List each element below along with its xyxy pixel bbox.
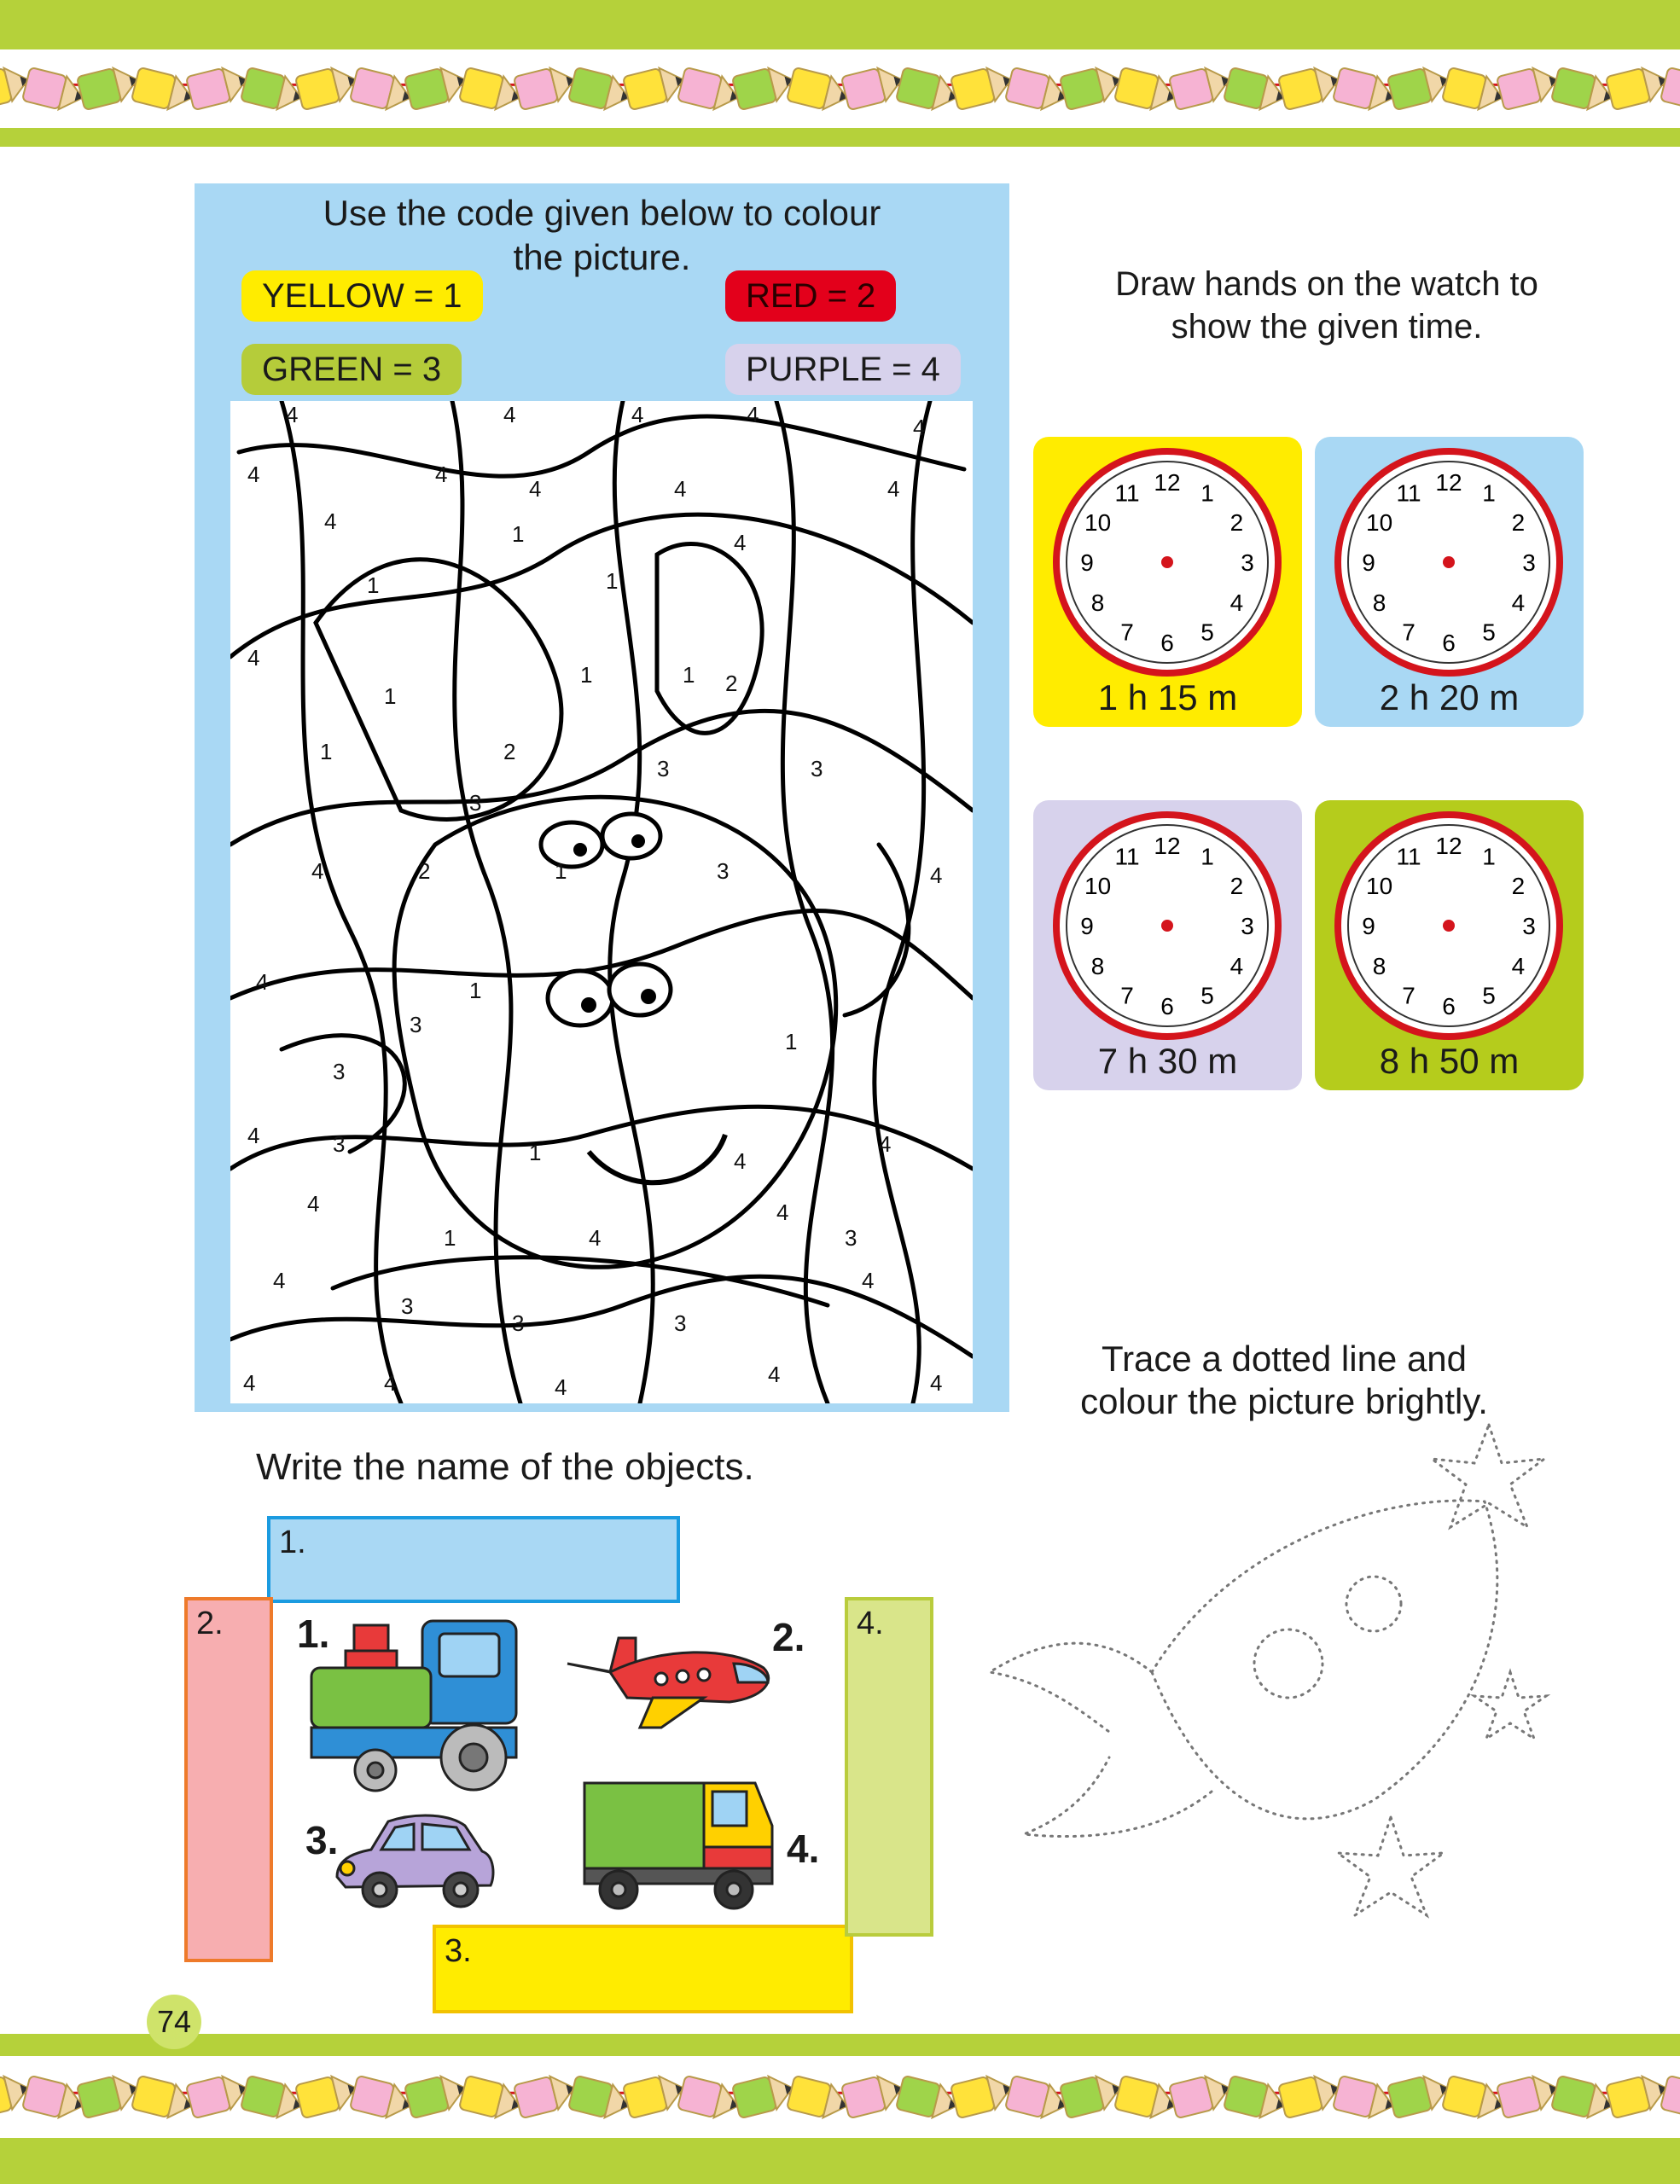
clock-numeral: 5: [1200, 982, 1214, 1009]
picture-code-number: 4: [887, 476, 900, 502]
clock-face[interactable]: [1052, 810, 1282, 1041]
star-medium: [1338, 1817, 1444, 1915]
picture-code-number: 4: [307, 1191, 320, 1217]
pencil-icon: [568, 2076, 633, 2123]
pencil-icon: [1224, 67, 1288, 114]
clock-numeral: 7: [1120, 619, 1134, 646]
picture-code-number: 4: [243, 1370, 256, 1396]
pencil-icon: [459, 67, 524, 114]
pencil-icon: [131, 67, 196, 114]
rocket-window-small: [1346, 1577, 1401, 1631]
answer-box-number: 4.: [857, 1606, 884, 1641]
clock-time-label: 1 h 15 m: [1097, 677, 1238, 717]
picture-code-number: 2: [503, 739, 516, 764]
clock-heading-line-2: show the given time.: [1171, 308, 1483, 346]
pencil-icon: [1387, 63, 1452, 110]
picture-code-number: 2: [418, 858, 431, 884]
clock-numeral: 1: [1200, 843, 1214, 870]
trace-heading-line-2: colour the picture brightly.: [1080, 1381, 1488, 1421]
pencil-icon: [841, 63, 906, 110]
pencil-icon: [1278, 2071, 1343, 2118]
answer-box-3[interactable]: [433, 1925, 853, 2013]
clock-numeral: 10: [1084, 509, 1112, 536]
pencil-icon: [295, 2071, 360, 2118]
pencil-icon: [241, 67, 305, 114]
clock-time-label: 7 h 30 m: [1097, 1041, 1238, 1081]
clock-numeral: 6: [1160, 630, 1174, 656]
picture-code-number: 2: [725, 671, 738, 696]
rocket-fin-top: [990, 1643, 1152, 1732]
clock-numeral: 10: [1366, 873, 1393, 899]
picture-code-number: 3: [657, 756, 670, 781]
picture-code-number: 4: [529, 476, 542, 502]
object-number-3: 3.: [305, 1818, 339, 1862]
pencil-icon: [77, 2071, 142, 2118]
clock-numeral: 3: [1522, 549, 1536, 576]
picture-code-number: 4: [247, 462, 260, 487]
clock-numeral: 5: [1200, 619, 1214, 646]
pencil-icon: [732, 63, 797, 110]
rocket-body-outline: [1152, 1501, 1497, 1819]
clock-face[interactable]: [1334, 447, 1564, 677]
clock-card-4[interactable]: [1315, 800, 1584, 1090]
clock-face[interactable]: [1334, 810, 1564, 1041]
pencil-icon: [677, 2076, 742, 2123]
picture-code-number: 3: [845, 1225, 857, 1251]
clock-numeral: 5: [1482, 982, 1496, 1009]
colour-instruction-line-1: Use the code given below to colour: [323, 193, 881, 233]
clock-numeral: 3: [1241, 549, 1254, 576]
clock-center-dot: [1161, 556, 1173, 568]
pencil-icon: [1278, 63, 1343, 110]
clock-numeral: 3: [1241, 913, 1254, 939]
pencil-icon: [1387, 2071, 1452, 2118]
pencil-icon: [404, 2071, 469, 2118]
rocket-fin-bottom: [1024, 1757, 1212, 1837]
star-large: [1432, 1425, 1544, 1527]
picture-code-number: 3: [469, 790, 482, 816]
picture-code-number: 4: [435, 462, 448, 487]
pencil-icon: [459, 2076, 524, 2123]
objects-heading: Write the name of the objects.: [256, 1446, 754, 1488]
colour-picture-frame: [230, 401, 973, 1403]
bottom-pencil-strip: [0, 2056, 1680, 2138]
clock-numeral: 12: [1435, 833, 1462, 859]
colour-picture-lines: [230, 401, 973, 1403]
picture-code-number: 1: [555, 858, 567, 884]
pencil-icon: [1551, 67, 1616, 114]
clock-numeral: 3: [1522, 913, 1536, 939]
clock-numeral: 6: [1442, 630, 1456, 656]
picture-code-number: 4: [589, 1225, 602, 1251]
pencil-icon: [1114, 2076, 1179, 2123]
pencil-icon: [1224, 2076, 1288, 2123]
clock-numeral: 9: [1080, 549, 1094, 576]
pencil-icon: [1660, 67, 1680, 114]
picture-code-number: 4: [879, 1131, 892, 1157]
pencil-icon: [22, 67, 87, 114]
pencil-icon: [1497, 2071, 1561, 2118]
pencil-icon: [1169, 63, 1234, 110]
pencil-icon: [1442, 67, 1507, 114]
clock-numeral: 8: [1372, 590, 1386, 616]
answer-box-number: 2.: [196, 1606, 224, 1641]
pencil-icon: [350, 67, 415, 114]
picture-code-number: 4: [247, 645, 260, 671]
picture-code-number: 1: [580, 662, 593, 688]
picture-code-number: 3: [674, 1310, 687, 1336]
picture-code-number: 3: [333, 1059, 346, 1084]
page-number: 74: [147, 1995, 201, 2049]
picture-code-number: 4: [747, 402, 759, 427]
picture-code-number: 4: [674, 476, 687, 502]
clock-numeral: 2: [1229, 509, 1244, 536]
picture-code-number: 4: [631, 402, 644, 427]
pencil-icon: [787, 2076, 852, 2123]
pencil-icon: [950, 63, 1015, 110]
clock-numeral: 8: [1372, 953, 1386, 979]
clock-card-1[interactable]: [1033, 437, 1302, 727]
clock-card-3[interactable]: [1033, 800, 1302, 1090]
clock-numeral: 9: [1362, 913, 1375, 939]
clock-numeral: 9: [1362, 549, 1375, 576]
picture-code-number: 3: [811, 756, 823, 781]
clock-numeral: 11: [1114, 479, 1140, 507]
picture-code-number: 4: [930, 863, 943, 888]
pencil-icon: [514, 63, 578, 110]
clock-numeral: 11: [1396, 843, 1421, 870]
clock-time-label: 8 h 50 m: [1379, 1041, 1520, 1081]
object-number-1: 1.: [297, 1612, 330, 1656]
picture-code-number: 4: [734, 530, 747, 555]
train-illustration: [303, 1617, 533, 1796]
clock-numeral: 12: [1435, 469, 1462, 496]
picture-code-number: 4: [734, 1148, 747, 1174]
picture-code-number: 4: [862, 1268, 875, 1293]
code-purple: PURPLE = 4: [725, 344, 961, 395]
pencil-icon: [1333, 2076, 1398, 2123]
pencil-icon: [732, 2071, 797, 2118]
answer-box-2[interactable]: [184, 1597, 273, 1962]
picture-code-number: 3: [512, 1310, 525, 1336]
pencil-icon: [1005, 2076, 1070, 2123]
clock-numeral: 1: [1482, 843, 1496, 870]
clock-numeral: 2: [1229, 873, 1244, 899]
pencil-icon: [623, 2071, 688, 2118]
pencil-icon: [896, 67, 961, 114]
pencil-icon: [22, 2076, 87, 2123]
picture-code-number: 1: [367, 572, 380, 598]
clock-center-dot: [1443, 556, 1455, 568]
picture-code-number: 3: [717, 858, 730, 884]
clock-numeral: 5: [1482, 619, 1496, 646]
clock-numeral: 12: [1154, 833, 1181, 859]
aeroplane-illustration: [559, 1621, 781, 1740]
clock-numeral: 7: [1120, 982, 1134, 1009]
clock-numeral: 1: [1200, 479, 1214, 507]
pencil-icon: [1497, 63, 1561, 110]
picture-code-number: 4: [776, 1199, 789, 1225]
picture-code-number: 1: [606, 568, 619, 594]
pencil-icon: [1060, 2071, 1125, 2118]
clock-numeral: 2: [1511, 873, 1526, 899]
pencil-icon: [1333, 67, 1398, 114]
picture-code-number: 4: [768, 1362, 781, 1387]
pencil-icon: [1551, 2076, 1616, 2123]
pencil-icon: [787, 67, 852, 114]
pencil-icon: [350, 2076, 415, 2123]
picture-code-number: 1: [444, 1225, 456, 1251]
pencil-icon: [1005, 67, 1070, 114]
clock-numeral: 9: [1080, 913, 1094, 939]
star-small: [1474, 1672, 1546, 1739]
pencil-icon: [623, 63, 688, 110]
clock-time-label: 2 h 20 m: [1379, 677, 1520, 717]
pencil-icon: [77, 63, 142, 110]
clock-numeral: 4: [1229, 953, 1244, 979]
clock-numeral: 4: [1511, 590, 1526, 616]
clock-center-dot: [1443, 920, 1455, 932]
pencil-icon: [1442, 2076, 1507, 2123]
picture-code-number: 3: [333, 1131, 346, 1157]
clock-numeral: 6: [1160, 993, 1174, 1019]
clock-card-2[interactable]: [1315, 437, 1584, 727]
clock-numeral: 8: [1090, 953, 1105, 979]
clock-numeral: 4: [1229, 590, 1244, 616]
picture-code-number: 3: [401, 1293, 414, 1319]
clock-numeral: 8: [1090, 590, 1105, 616]
picture-code-number: 4: [555, 1374, 567, 1400]
clock-numeral: 10: [1084, 873, 1112, 899]
clock-numeral: 2: [1511, 509, 1526, 536]
object-number-4: 4.: [787, 1827, 820, 1871]
pencil-icon: [841, 2071, 906, 2118]
pencil-icon: [1169, 2071, 1234, 2118]
picture-code-number: 4: [247, 1123, 260, 1148]
dotted-rocket-trace[interactable]: [973, 1416, 1621, 1962]
clock-numeral: 1: [1482, 479, 1496, 507]
picture-code-number: 4: [311, 858, 324, 884]
picture-code-number: 4: [273, 1268, 286, 1293]
pencil-icon: [896, 2076, 961, 2123]
pencil-icon: [1060, 63, 1125, 110]
pencil-icon: [514, 2071, 578, 2118]
trace-heading-line-1: Trace a dotted line and: [1101, 1339, 1468, 1379]
pencil-icon: [241, 2076, 305, 2123]
picture-code-number: 4: [324, 508, 337, 534]
rocket-window-large: [1254, 1629, 1322, 1698]
clock-numeral: 6: [1442, 993, 1456, 1019]
pencil-icon: [1606, 63, 1671, 110]
clock-center-dot: [1161, 920, 1173, 932]
picture-code-number: 1: [529, 1140, 542, 1165]
pencil-icon: [677, 67, 742, 114]
car-illustration: [328, 1809, 499, 1911]
answer-box-number: 1.: [279, 1525, 306, 1560]
colour-instruction-line-2: the picture.: [513, 237, 691, 277]
code-red: RED = 2: [725, 270, 896, 322]
picture-code-number: 3: [410, 1012, 422, 1037]
truck-illustration: [576, 1766, 781, 1920]
picture-code-number: 1: [320, 739, 333, 764]
clock-numeral: 10: [1366, 509, 1393, 536]
picture-code-number: 1: [785, 1029, 798, 1054]
pencil-icon: [1114, 67, 1179, 114]
clock-heading-line-1: Draw hands on the watch to: [1115, 265, 1538, 303]
pencil-icon: [186, 2071, 251, 2118]
picture-code-number: 4: [384, 1370, 397, 1396]
pencil-icon: [295, 63, 360, 110]
picture-code-number: 4: [913, 415, 926, 440]
picture-code-number: 1: [384, 683, 397, 709]
picture-code-number: 1: [683, 662, 695, 688]
answer-box-number: 3.: [445, 1933, 472, 1969]
clock-numeral: 7: [1402, 619, 1416, 646]
pencil-icon: [186, 63, 251, 110]
answer-box-4[interactable]: [845, 1597, 933, 1937]
pencil-icon: [1660, 2076, 1680, 2123]
picture-code-number: 1: [469, 978, 482, 1003]
picture-code-number: 4: [286, 402, 299, 427]
answer-box-1[interactable]: [267, 1516, 680, 1603]
clock-numeral: 7: [1402, 982, 1416, 1009]
pencil-icon: [568, 67, 633, 114]
picture-code-number: 4: [930, 1370, 943, 1396]
clock-numeral: 4: [1511, 953, 1526, 979]
pencil-icon: [404, 63, 469, 110]
picture-code-number: 4: [503, 402, 516, 427]
clock-numeral: 11: [1396, 479, 1421, 507]
object-number-2: 2.: [772, 1615, 805, 1659]
clock-numeral: 11: [1114, 843, 1140, 870]
colour-by-code-panel: [195, 183, 1009, 1412]
pencil-icon: [131, 2076, 196, 2123]
clock-numeral: 12: [1154, 469, 1181, 496]
code-yellow: YELLOW = 1: [241, 270, 483, 322]
pencil-icon: [950, 2071, 1015, 2118]
pencil-icon: [1606, 2071, 1671, 2118]
picture-code-number: 4: [256, 969, 269, 995]
code-green: GREEN = 3: [241, 344, 462, 395]
top-pencil-strip: [0, 49, 1680, 128]
clock-face[interactable]: [1052, 447, 1282, 677]
picture-code-number: 1: [512, 521, 525, 547]
